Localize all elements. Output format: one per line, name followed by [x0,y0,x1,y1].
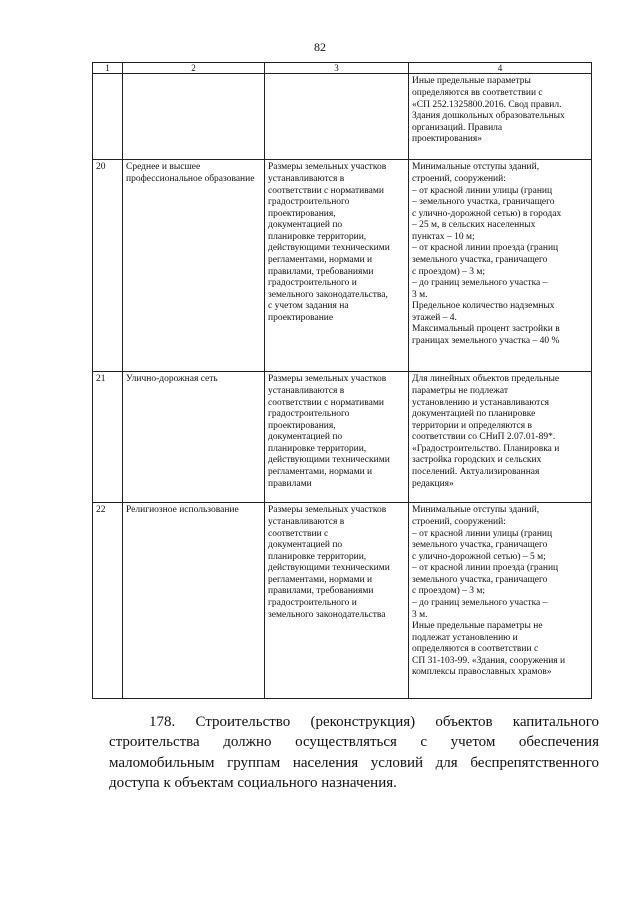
cell-text-line: застройка городских и сельских [412,455,542,466]
clause-178-paragraph: 178. Строительство (реконструкция) объектов капитального строительства должно осуществляться с учетом обеспечения маломобильным группам населения условий для беспрепятственного доступа к объектам социального назначения. [109,714,599,791]
header-cell-3: 3 [265,63,409,74]
cell-text-line: 3 м. [412,289,428,300]
cell-text-line: земельного участка, граничащего [412,574,548,585]
cell-text-line: Здания дошкольных образовательных [412,111,565,122]
cell-text-line: устанавливаются в [268,516,345,527]
cell-text-line: Иные предельные параметры не [412,621,543,632]
cell-text-line: Минимальные отступы зданий, [412,162,540,173]
cell-text-line: устанавливаются в [268,385,345,396]
cell-text-line: «СП 252.1325800.2016. Свод правил. [412,99,562,110]
empty-cell [93,74,123,160]
regulations-table [92,62,592,699]
cell-text-line: параметры не подлежат [412,385,508,396]
header-cell-4: 4 [409,63,592,74]
cell-text-line: этажей – 4. [412,312,457,323]
cell-text-line: документацией по [268,540,343,551]
cell-text-line: СП 31-103-99. «Здания, сооружения и [412,655,566,666]
cell-text-line: градостроительного и [268,278,357,289]
permitted-use-name: Улично-дорожная сеть [123,372,265,503]
cell-text-line: земельного законодательства, [268,289,388,300]
cell-text-line: – до границ земельного участка – [412,597,548,608]
cell-text-line: установлению и устанавливаются [412,397,550,408]
cell-text-line: «Градостроительство. Планировка и [412,443,560,454]
cell-text-line: устанавливаются в [268,173,345,184]
cell-text-line: Предельное количество надземных [412,301,555,312]
cell-text-line: редакция» [412,478,454,489]
cell-text-line: территории и определяются в [412,420,533,431]
cell-text-line: Максимальный процент застройки в [412,324,560,335]
table-row-continuation [93,74,592,160]
cell-text-line: регламентами, нормами и [268,254,373,265]
cell-text-line: подлежат установлению и [412,632,518,643]
land-plot-size-cell [265,160,409,372]
cell-text-line: действующими техническими [268,563,390,574]
row-number: 21 [93,372,123,503]
cell-text-line: документацией по [268,432,343,443]
cell-text-line: с учетом задания на [268,301,349,312]
land-plot-size-cell [265,503,409,699]
table-header-row [93,63,592,74]
cell-text-line: правилами [268,478,312,489]
cell-text-line: планировке территории, [268,231,367,242]
cell-text-line: строений, сооружений: [412,516,506,527]
cell-text-line: проектирования» [412,134,483,145]
cell-text-line: Размеры земельных участков [268,162,387,173]
cell-text-line: определяются вв соответствии с [412,87,543,98]
cell-text-line: документацией по планировке [412,409,536,420]
cell-text-line: с проездом) – 3 м; [412,586,486,597]
cell-text-line: планировке территории, [268,443,367,454]
permitted-use-name: Среднее и высшее профессиональное образование [123,160,265,372]
cell-text-line: градостроительного [268,197,350,208]
limit-params-cell [409,372,592,503]
cell-text-line: соответствии со СНиП 2.07.01-89*. [412,432,556,443]
limit-params-cell [409,503,592,699]
cell-text-line: проектирования, [268,420,336,431]
cell-text-line: – от красной линии улицы (границ [412,185,553,196]
cell-text-line: с проездом) – 3 м; [412,266,486,277]
empty-cell [123,74,265,160]
cell-text-line: границах земельного участка – 40 % [412,336,560,347]
cell-text-line: организаций. Правила [412,122,503,133]
cell-text-line: земельного участка, граничащего [412,540,548,551]
cell-text-line: проектирования, [268,208,336,219]
cell-text-line: планировке территории, [268,551,367,562]
cell-text-line: Для линейных объектов предельные [412,374,560,385]
cell-text-line: действующими техническими [268,243,390,254]
page-number: 82 [314,40,326,54]
header-cell-2: 2 [123,63,265,74]
cell-text-line: Размеры земельных участков [268,505,387,516]
table-row [93,160,592,372]
cell-text-line: поселений. Актуализированная [412,466,540,477]
table-row [93,503,592,699]
cell-text-line: 3 м. [412,609,428,620]
cell-text-line: с улично-дорожной сетью) в городах [412,208,562,219]
cell-text-line: – от красной линии проезда (границ [412,563,559,574]
cell-text-line: градостроительного и [268,597,357,608]
cell-text-line: – до границ земельного участка – [412,278,548,289]
cell-text-line: – от красной линии проезда (границ [412,243,559,254]
row-number: 22 [93,503,123,699]
cell-text-line: земельного участка, граничащего [412,254,548,265]
cell-text-line: градостроительного [268,409,350,420]
land-plot-size-cell [265,372,409,503]
table-row [93,372,592,503]
cell-text-line: правилами, требованиями [268,266,374,277]
header-cell-1: 1 [93,63,123,74]
row-number: 20 [93,160,123,372]
cell-text-line: регламентами, нормами и [268,466,373,477]
cell-text-line: Минимальные отступы зданий, [412,505,540,516]
cell-text-line: пунктах – 10 м; [412,231,475,242]
cell-text-line: проектирование [268,312,334,323]
cell-text-line: – от красной линии улицы (границ [412,528,553,539]
cell-text-line: земельного законодательства [268,609,386,620]
empty-cell [265,74,409,160]
cell-text-line: действующими техническими [268,455,390,466]
cell-text-line: комплексы православных храмов» [412,667,552,678]
cell-text-line: определяются в соответствии с [412,644,539,655]
cell-text-line: – земельного участка, граничащего [412,197,555,208]
cell-text-line: Размеры земельных участков [268,374,387,385]
cell-text-line: правилами, требованиями [268,586,374,597]
continuation-params-cell [409,74,592,160]
cell-text-line: соответствии с нормативами [268,185,384,196]
limit-params-cell [409,160,592,372]
cell-text-line: соответствии с [268,528,329,539]
cell-text-line: строений, сооружений: [412,173,506,184]
cell-text-line: Иные предельные параметры [412,76,531,87]
cell-text-line: документацией по [268,220,343,231]
cell-text-line: соответствии с нормативами [268,397,384,408]
cell-text-line: регламентами, нормами и [268,574,373,585]
cell-text-line: с улично-дорожной сетью) – 5 м; [412,551,546,562]
cell-text-line: – 25 м, в сельских населенных [412,220,536,231]
permitted-use-name: Религиозное использование [123,503,265,699]
